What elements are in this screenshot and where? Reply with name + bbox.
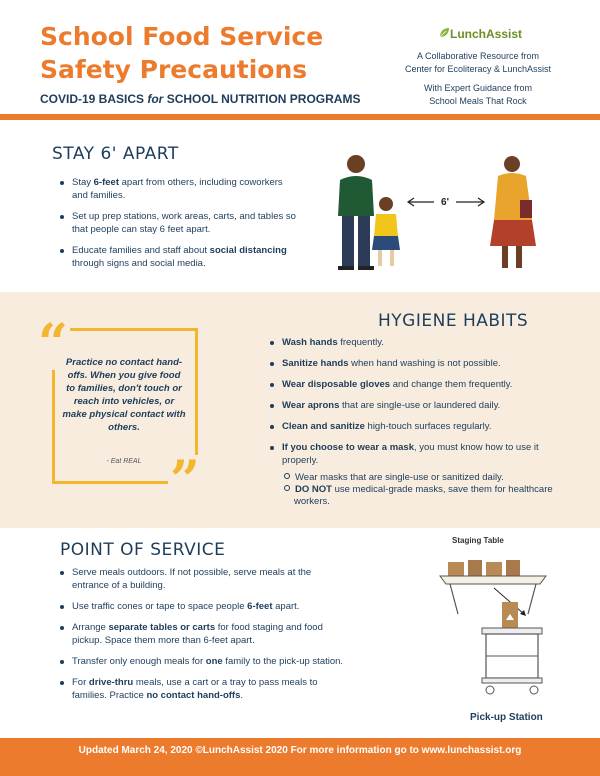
leaf-icon	[438, 27, 450, 39]
header-divider	[0, 114, 600, 120]
list-item: Wash hands frequently.	[270, 336, 570, 349]
credit-line: A Collaborative Resource from	[416, 51, 540, 61]
page-footer: Updated March 24, 2020 ©LunchAssist 2020 For more information go to www.lunchassist.org	[0, 738, 600, 776]
close-quote-icon: ”	[170, 450, 200, 511]
list-item: Stay 6-feet apart from others, including coworkers and families.	[60, 176, 296, 202]
sub-item: Wear masks that are single-use or sanitized daily.	[284, 472, 570, 484]
list-item: Arrange separate tables or carts for food staging and food pickup. Space them more than 6-feet apart.	[60, 621, 350, 647]
pickup-cart-icon	[482, 602, 542, 694]
hygiene-list	[270, 336, 570, 475]
list-item: Use traffic cones or tape to space people 6-feet apart.	[60, 600, 350, 613]
pos-list	[60, 566, 350, 710]
credit-line: School Meals That Rock	[429, 96, 527, 106]
child-figure-icon	[372, 197, 400, 266]
mask-sublist	[284, 472, 570, 508]
credits-block	[378, 50, 578, 108]
adult-figure-icon	[338, 155, 374, 270]
credit-line: Center for Ecoliteracy & LunchAssist	[404, 64, 552, 74]
list-item: If you choose to wear a mask, you must know how to use it properly.	[270, 441, 570, 467]
social-distance-illustration	[326, 150, 566, 280]
list-item: Sanitize hands when hand washing is not possible.	[270, 357, 570, 370]
list-item: Wear aprons that are single-use or laundered daily.	[270, 399, 570, 412]
title-line-2: Safety Precautions	[40, 55, 308, 84]
subtitle-text: COVID-19 BASICS	[40, 92, 148, 106]
hygiene-heading: HYGIENE HABITS	[378, 311, 529, 331]
credit-line: With Expert Guidance from	[423, 83, 533, 93]
sub-item: DO NOT use medical-grade masks, save them for healthcare workers.	[284, 484, 570, 508]
subtitle-for: for	[147, 92, 164, 106]
pos-heading: POINT OF SERVICE	[60, 540, 226, 560]
stay-apart-heading: STAY 6' APART	[52, 144, 179, 164]
stay-apart-list	[60, 176, 296, 278]
staging-table-label: Staging Table	[452, 536, 504, 545]
quote-source: - Eat REAL	[106, 458, 142, 465]
pickup-station-label: Pick-up Station	[470, 712, 543, 723]
list-item: Transfer only enough meals for one family to the pick-up station.	[60, 655, 350, 668]
quote-text: Practice no contact hand-offs. When you give food to families, don't touch or reach into vehicles, or make physical contact with others.	[62, 357, 186, 433]
list-item: For drive-thru meals, use a cart or a tray to pass meals to families. Practice no contact hand-offs.	[60, 676, 350, 702]
brand-name: LunchAssist	[450, 27, 523, 41]
list-item: Set up prep stations, work areas, carts, and tables so that people can stay 6 feet apart.	[60, 210, 296, 236]
page-title	[40, 20, 323, 86]
list-item: Serve meals outdoors. If not possible, serve meals at the entrance of a building.	[60, 566, 350, 592]
page-subtitle	[40, 92, 360, 106]
title-line-1: School Food Service	[40, 22, 324, 51]
woman-figure-icon	[490, 156, 536, 268]
list-item: Educate families and staff about social distancing through signs and social media.	[60, 244, 296, 270]
lunchassist-logo	[438, 27, 522, 41]
list-item: Clean and sanitize high-touch surfaces regularly.	[270, 420, 570, 433]
list-item: Wear disposable gloves and change them frequently.	[270, 378, 570, 391]
subtitle-text-2: SCHOOL NUTRITION PROGRAMS	[163, 92, 361, 106]
staging-pickup-illustration	[436, 548, 586, 710]
distance-label: 6'	[441, 197, 449, 208]
staging-table-icon	[440, 560, 546, 614]
open-quote-icon: “	[38, 313, 68, 374]
